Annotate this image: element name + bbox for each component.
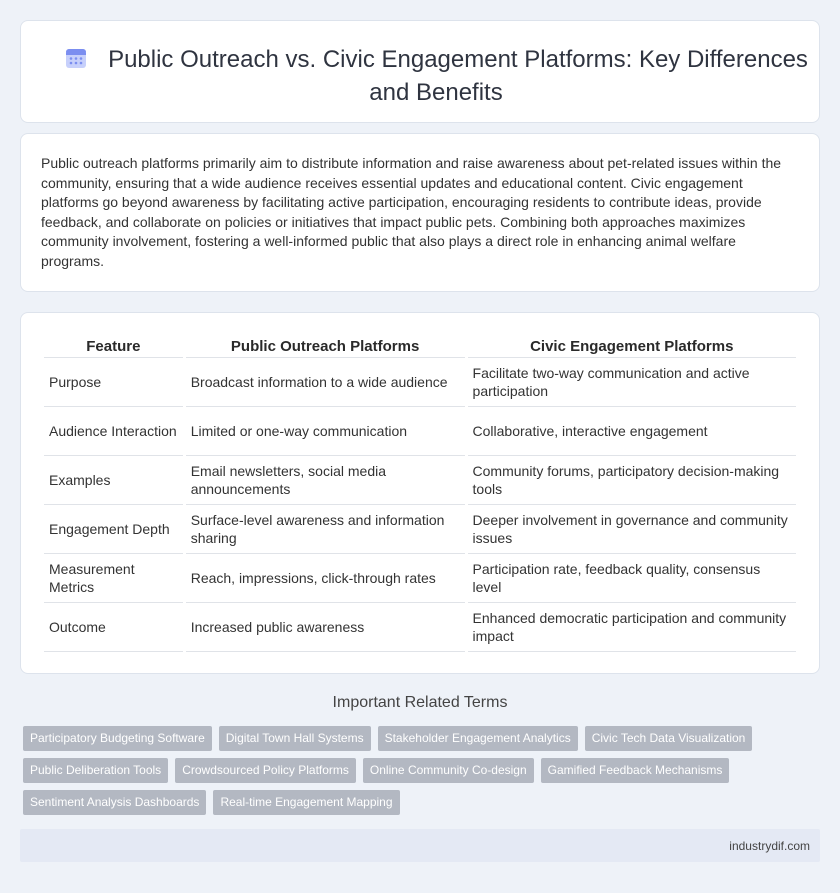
table-row [44,358,796,407]
page-title-wrap [51,45,821,108]
intro-card [20,133,820,292]
table-cell-engagement: Facilitate two-way communication and active participation [468,358,796,407]
table-cell-feature: Outcome [44,603,183,652]
related-term-tag[interactable]: Crowdsourced Policy Platforms [175,758,356,783]
related-terms-tag-list [23,726,813,815]
comparison-table [41,333,799,652]
table-cell-outreach: Email newsletters, social media announcements [186,456,465,505]
table-cell-engagement: Deeper involvement in governance and community issues [468,505,796,554]
table-cell-feature: Engagement Depth [44,505,183,554]
related-term-tag[interactable]: Public Deliberation Tools [23,758,168,783]
table-row [44,554,796,603]
table-cell-engagement: Collaborative, interactive engagement [468,407,796,456]
related-term-tag[interactable]: Gamified Feedback Mechanisms [541,758,730,783]
title-card [20,20,820,123]
table-cell-feature: Purpose [44,358,183,407]
intro-paragraph: Public outreach platforms primarily aim to distribute information and raise awareness about pet-related issues within the community, ensuring that a wide audience receives essential updates and educational content. Civic engagement platforms go beyond awareness by facilitating active participation, encouraging residents to contribute ideas, provide feedback, and collaborate on policies or initiatives that impact public pets. Combining both approaches maximizes community involvement, fostering a well-informed public that also plays a direct role in enhancing animal welfare programs. [41,155,782,269]
calendar-icon [64,46,88,78]
table-cell-outreach: Surface-level awareness and information sharing [186,505,465,554]
footer-site-link[interactable]: industrydif.com [729,839,810,853]
table-cell-feature: Measurement Metrics [44,554,183,603]
table-row [44,456,796,505]
table-cell-outreach: Limited or one-way communication [186,407,465,456]
table-cell-outreach: Reach, impressions, click-through rates [186,554,465,603]
related-term-tag[interactable]: Civic Tech Data Visualization [585,726,753,751]
page-title: Public Outreach vs. Civic Engagement Platforms: Key Differences and Benefits [108,46,808,106]
table-cell-engagement: Enhanced democratic participation and community impact [468,603,796,652]
column-header-feature: Feature [44,333,183,358]
table-row [44,505,796,554]
table-cell-feature: Audience Interaction [44,407,183,456]
table-cell-outreach: Broadcast information to a wide audience [186,358,465,407]
related-term-tag[interactable]: Sentiment Analysis Dashboards [23,790,206,815]
column-header-civic-engagement: Civic Engagement Platforms [468,333,796,358]
related-term-tag[interactable]: Online Community Co-design [363,758,534,783]
table-cell-outreach: Increased public awareness [186,603,465,652]
related-terms-heading: Important Related Terms [332,694,508,711]
related-term-tag[interactable]: Stakeholder Engagement Analytics [378,726,578,751]
column-header-public-outreach: Public Outreach Platforms [186,333,465,358]
comparison-table-card [20,312,820,674]
table-cell-engagement: Community forums, participatory decision-making tools [468,456,796,505]
footer-bar [20,829,820,862]
table-cell-engagement: Participation rate, feedback quality, consensus level [468,554,796,603]
table-cell-feature: Examples [44,456,183,505]
related-term-tag[interactable]: Participatory Budgeting Software [23,726,212,751]
table-row [44,603,796,652]
table-row [44,407,796,456]
related-term-tag[interactable]: Digital Town Hall Systems [219,726,371,751]
table-header-row [44,333,796,358]
related-term-tag[interactable]: Real-time Engagement Mapping [213,790,399,815]
